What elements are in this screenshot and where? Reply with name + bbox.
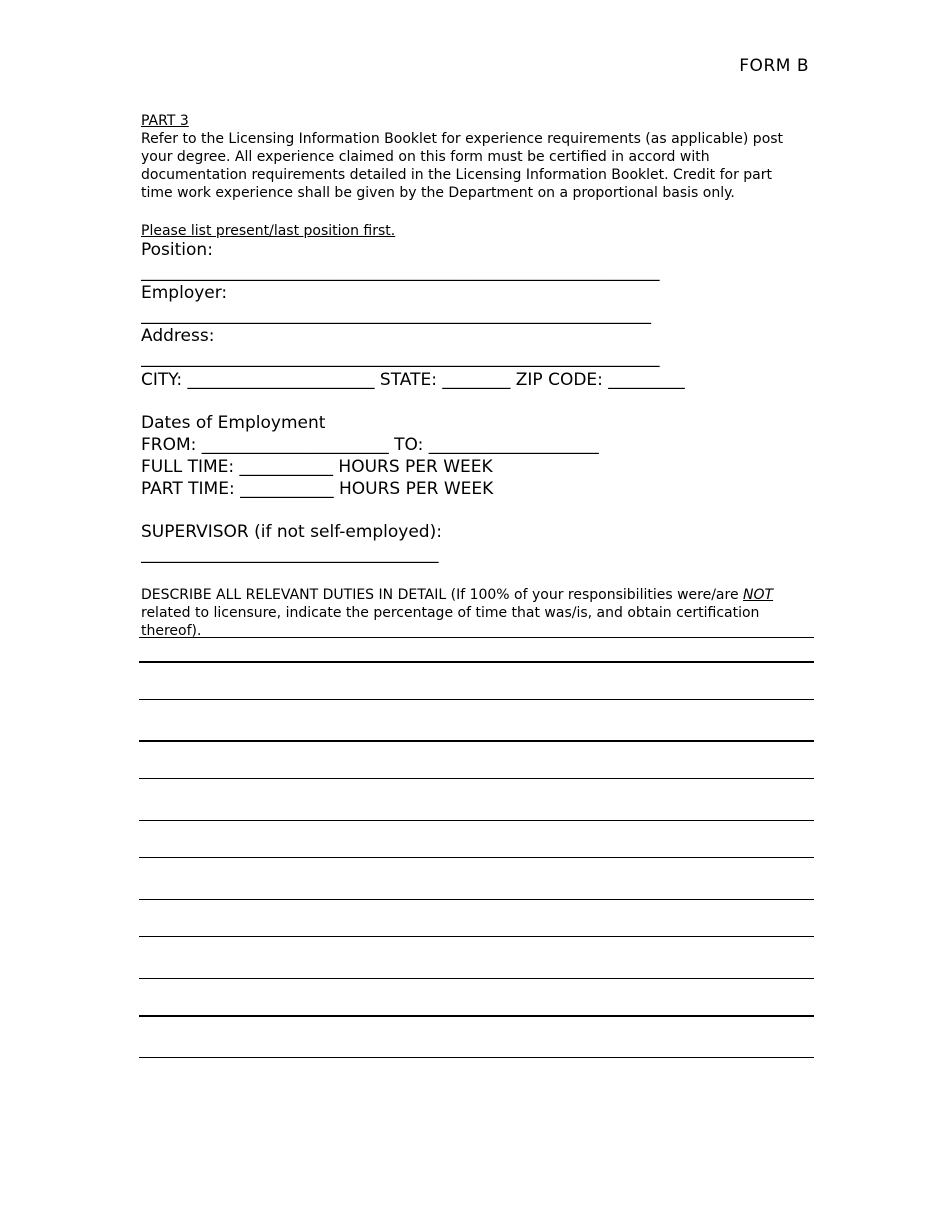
supervisor-label: SUPERVISOR (if not self-employed): (141, 522, 442, 542)
duties-writing-line[interactable] (139, 661, 814, 663)
duties-writing-line[interactable] (139, 699, 814, 700)
city-state-zip-row[interactable]: CITY: ______________________ STATE: ________ ZIP CODE: _________ (141, 370, 685, 390)
employment-from-to-row[interactable]: FROM: ______________________ TO: ____________________ (141, 435, 599, 455)
address-label: Address: (141, 326, 215, 346)
duties-writing-line[interactable] (139, 857, 814, 858)
duties-writing-line[interactable] (139, 778, 814, 779)
form-content (141, 112, 813, 640)
duties-writing-line[interactable] (139, 1057, 814, 1058)
duties-writing-line[interactable] (139, 1015, 814, 1017)
address-field[interactable]: _____________________________________________________________ (141, 348, 660, 368)
position-field[interactable]: _____________________________________________________________ (141, 262, 660, 282)
instruction-text: Please list present/last position first. (141, 223, 396, 239)
position-label: Position: (141, 240, 213, 260)
duties-writing-line[interactable] (139, 820, 814, 821)
supervisor-field[interactable]: ___________________________________ (141, 544, 439, 564)
employer-label: Employer: (141, 283, 228, 303)
spacer (141, 391, 813, 412)
employer-field[interactable]: ____________________________________________________________ (141, 305, 651, 325)
duties-instructions (141, 586, 813, 640)
duties-writing-line[interactable] (139, 936, 814, 937)
duties-writing-line[interactable] (139, 899, 814, 900)
spacer (141, 500, 813, 521)
part-intro-text: Refer to the Licensing Information Booklet for experience requirements (as applicable) post your degree. All experience claimed on this form must be certified in accord with documentation requirements detailed in the Licensing Information Booklet. Credit for part time work experience shall be given by the Department on a proportional basis only. (141, 131, 784, 201)
part-label: PART 3 (141, 113, 189, 129)
duties-writing-line[interactable] (139, 740, 814, 742)
duties-writing-line[interactable] (139, 978, 814, 979)
part-time-hours-row[interactable]: PART TIME: ___________ HOURS PER WEEK (141, 479, 494, 499)
form-id: FORM B (739, 56, 809, 76)
full-time-hours-row[interactable]: FULL TIME: ___________ HOURS PER WEEK (141, 457, 493, 477)
employment-dates-heading: Dates of Employment (141, 413, 326, 433)
duties-text-suffix: related to licensure, indicate the percentage of time that was/is, and obtain certification thereof). (141, 605, 760, 639)
duties-text-prefix: DESCRIBE ALL RELEVANT DUTIES IN DETAIL (If 100% of your responsibilities were/are (141, 587, 744, 603)
duties-text-emphasis: NOT (743, 587, 774, 603)
duties-writing-line[interactable] (139, 637, 814, 638)
